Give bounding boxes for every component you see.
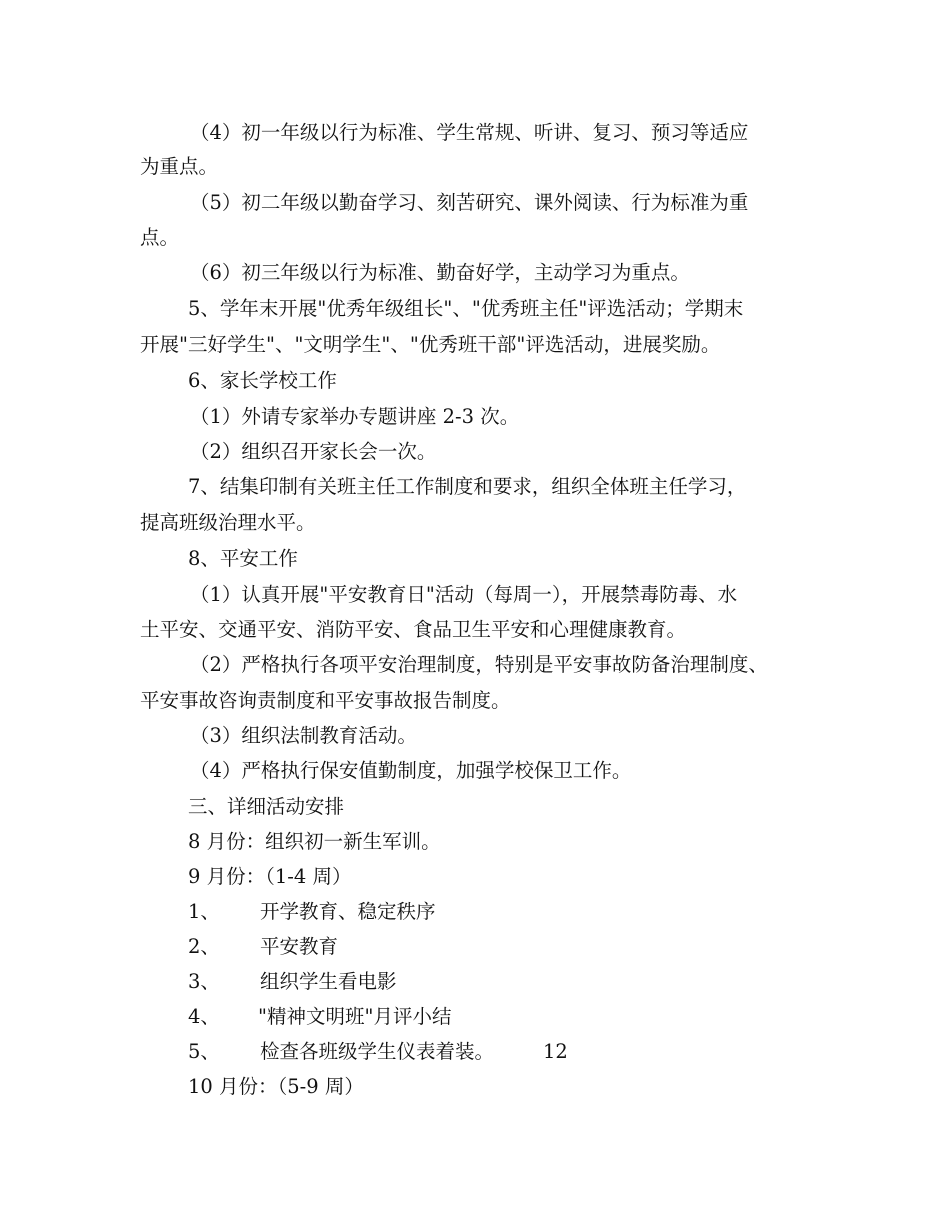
text-line: （1）外请专家举办专题讲座 2-3 次。 xyxy=(190,405,520,428)
text-line: （5）初二年级以勤奋学习、刻苦研究、课外阅读、行为标准为重 xyxy=(190,191,749,214)
text-line: （6）初三年级以行为标准、勤奋好学，主动学习为重点。 xyxy=(190,261,690,284)
text-line: 点。 xyxy=(140,226,180,249)
list-item-number: 3、 xyxy=(188,970,220,993)
text-line: 土平安、交通平安、消防平安、食品卫生平安和心理健康教育。 xyxy=(140,618,687,641)
section-heading: 6、家长学校工作 xyxy=(188,369,337,392)
list-item-text: 组织学生看电影 xyxy=(260,970,397,993)
section-heading: 8、平安工作 xyxy=(188,547,298,570)
text-line: 10 月份：（5-9 周） xyxy=(188,1075,364,1098)
list-item-number: 5、 xyxy=(188,1040,220,1063)
text-line: 开展"三好学生"、"文明学生"、"优秀班干部"评选活动，进展奖励。 xyxy=(140,333,721,356)
list-item-number: 2、 xyxy=(188,935,220,958)
list-item-text: 开学教育、稳定秩序 xyxy=(260,900,436,923)
text-line: 平安事故咨询责制度和平安事故报告制度。 xyxy=(140,689,511,712)
text-line: （3）组织法制教育活动。 xyxy=(190,724,417,747)
text-line: （4）初一年级以行为标准、学生常规、听讲、复习、预习等适应 xyxy=(190,121,749,144)
list-item-text: 检查各班级学生仪表着装。 xyxy=(260,1040,495,1063)
list-item-text: "精神文明班"月评小结 xyxy=(258,1005,452,1028)
text-line: 9 月份：（1-4 周） xyxy=(188,865,352,888)
text-line: （2）严格执行各项平安治理制度，特别是平安事故防备治理制度、 xyxy=(190,653,768,676)
page-number: 12 xyxy=(543,1040,568,1063)
text-line: 为重点。 xyxy=(140,155,219,178)
list-item-number: 1、 xyxy=(188,900,220,923)
section-heading: 三、详细活动安排 xyxy=(188,795,345,818)
list-item-number: 4、 xyxy=(188,1005,220,1028)
text-line: 8 月份：组织初一新生军训。 xyxy=(188,830,441,853)
text-line: 5、学年末开展"优秀年级组长"、"优秀班主任"评选活动；学期末 xyxy=(188,297,744,320)
text-line: 7、结集印制有关班主任工作制度和要求，组织全体班主任学习， xyxy=(188,475,747,498)
text-line: （4）严格执行保安值勤制度，加强学校保卫工作。 xyxy=(190,759,632,782)
text-line: （1）认真开展"平安教育日"活动（每周一），开展禁毒防毒、水 xyxy=(190,583,738,606)
text-line: 提高班级治理水平。 xyxy=(140,511,316,534)
text-line: （2）组织召开家长会一次。 xyxy=(190,440,437,463)
list-item-text: 平安教育 xyxy=(260,935,339,958)
